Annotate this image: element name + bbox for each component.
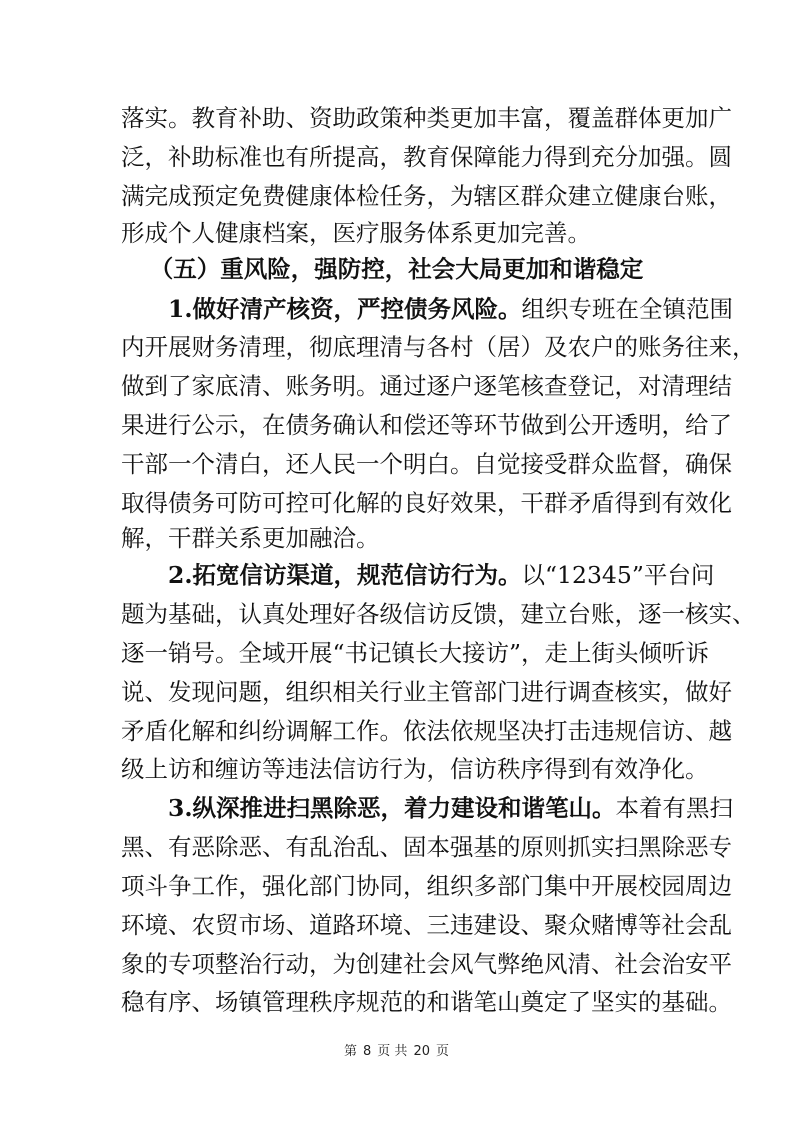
text-line: 干部一个清白，还人民一个明白。自觉接受群众监督，确保 bbox=[121, 450, 732, 478]
item-title: 1.做好清产核资，严控债务风险。 bbox=[168, 295, 522, 323]
item-text: 本着有黑扫 bbox=[615, 794, 734, 822]
text-line: 项斗争工作，强化部门协同，组织多部门集中开展校园周边 bbox=[121, 872, 732, 900]
page-number: 8 bbox=[363, 1044, 372, 1059]
page-footer bbox=[0, 1040, 793, 1059]
text-line: 形成个人健康档案，医疗服务体系更加完善。 bbox=[121, 219, 591, 247]
text-line: 解，干群关系更加融洽。 bbox=[121, 524, 380, 552]
section-heading: （五）重风险，强防控，社会大局更加和谐稳定 bbox=[149, 255, 644, 283]
text-line: 象的专项整治行动，为创建社会风气弊绝风清、社会治安平 bbox=[121, 950, 732, 978]
total-pages: 20 bbox=[413, 1044, 430, 1059]
footer-prefix: 第 bbox=[344, 1044, 358, 1059]
text-line: 落实。教育补助、资助政策种类更加丰富，覆盖群体更加广 bbox=[121, 104, 732, 132]
text-line: 题为基础，认真处理好各级信访反馈，建立台账，逐一核实、 bbox=[121, 600, 756, 628]
text-line: 稳有序、场镇管理秩序规范的和谐笔山奠定了坚实的基础。 bbox=[121, 988, 732, 1016]
text-line: 说、发现问题，组织相关行业主管部门进行调查核实，做好 bbox=[121, 678, 732, 706]
text-line: 矛盾化解和纠纷调解工作。依法依规坚决打击违规信访、越 bbox=[121, 717, 732, 745]
footer-middle: 页 共 bbox=[377, 1044, 408, 1059]
item-title: 3.纵深推进扫黑除恶，着力建设和谐笔山。 bbox=[168, 794, 616, 822]
text-line: 级上访和缠访等违法信访行为，信访秩序得到有效净化。 bbox=[121, 755, 709, 783]
text-line: 逐一销号。全域开展“书记镇长大接访”，走上街头倾听诉 bbox=[121, 639, 710, 667]
text-line bbox=[168, 788, 734, 828]
text-line: 泛，补助标准也有所提高，教育保障能力得到充分加强。圆 bbox=[121, 143, 732, 171]
item-title: 2.拓宽信访渠道，规范信访行为。 bbox=[168, 561, 522, 589]
text-line: 满完成预定免费健康体检任务，为辖区群众建立健康台账， bbox=[121, 182, 732, 210]
text-line: 取得债务可防可控可化解的良好效果，干群矛盾得到有效化 bbox=[121, 489, 732, 517]
footer-suffix: 页 bbox=[435, 1044, 449, 1059]
text-line bbox=[168, 555, 715, 595]
text-line: 黑、有恶除恶、有乱治乱、固本强基的原则抓实扫黑除恶专 bbox=[121, 833, 732, 861]
item-text: 以“12345”平台问 bbox=[521, 561, 715, 589]
text-line bbox=[168, 289, 734, 329]
text-line: 做到了家底清、账务明。通过逐户逐笔核查登记，对清理结 bbox=[121, 372, 732, 400]
text-line: 果进行公示，在债务确认和偿还等环节做到公开透明，给了 bbox=[121, 411, 732, 439]
text-line: 环境、农贸市场、道路环境、三违建设、聚众赌博等社会乱 bbox=[121, 911, 732, 939]
item-text: 组织专班在全镇范围 bbox=[521, 295, 734, 323]
text-line: 内开展财务清理，彻底理清与各村（居）及农户的账务往来， bbox=[121, 333, 756, 361]
